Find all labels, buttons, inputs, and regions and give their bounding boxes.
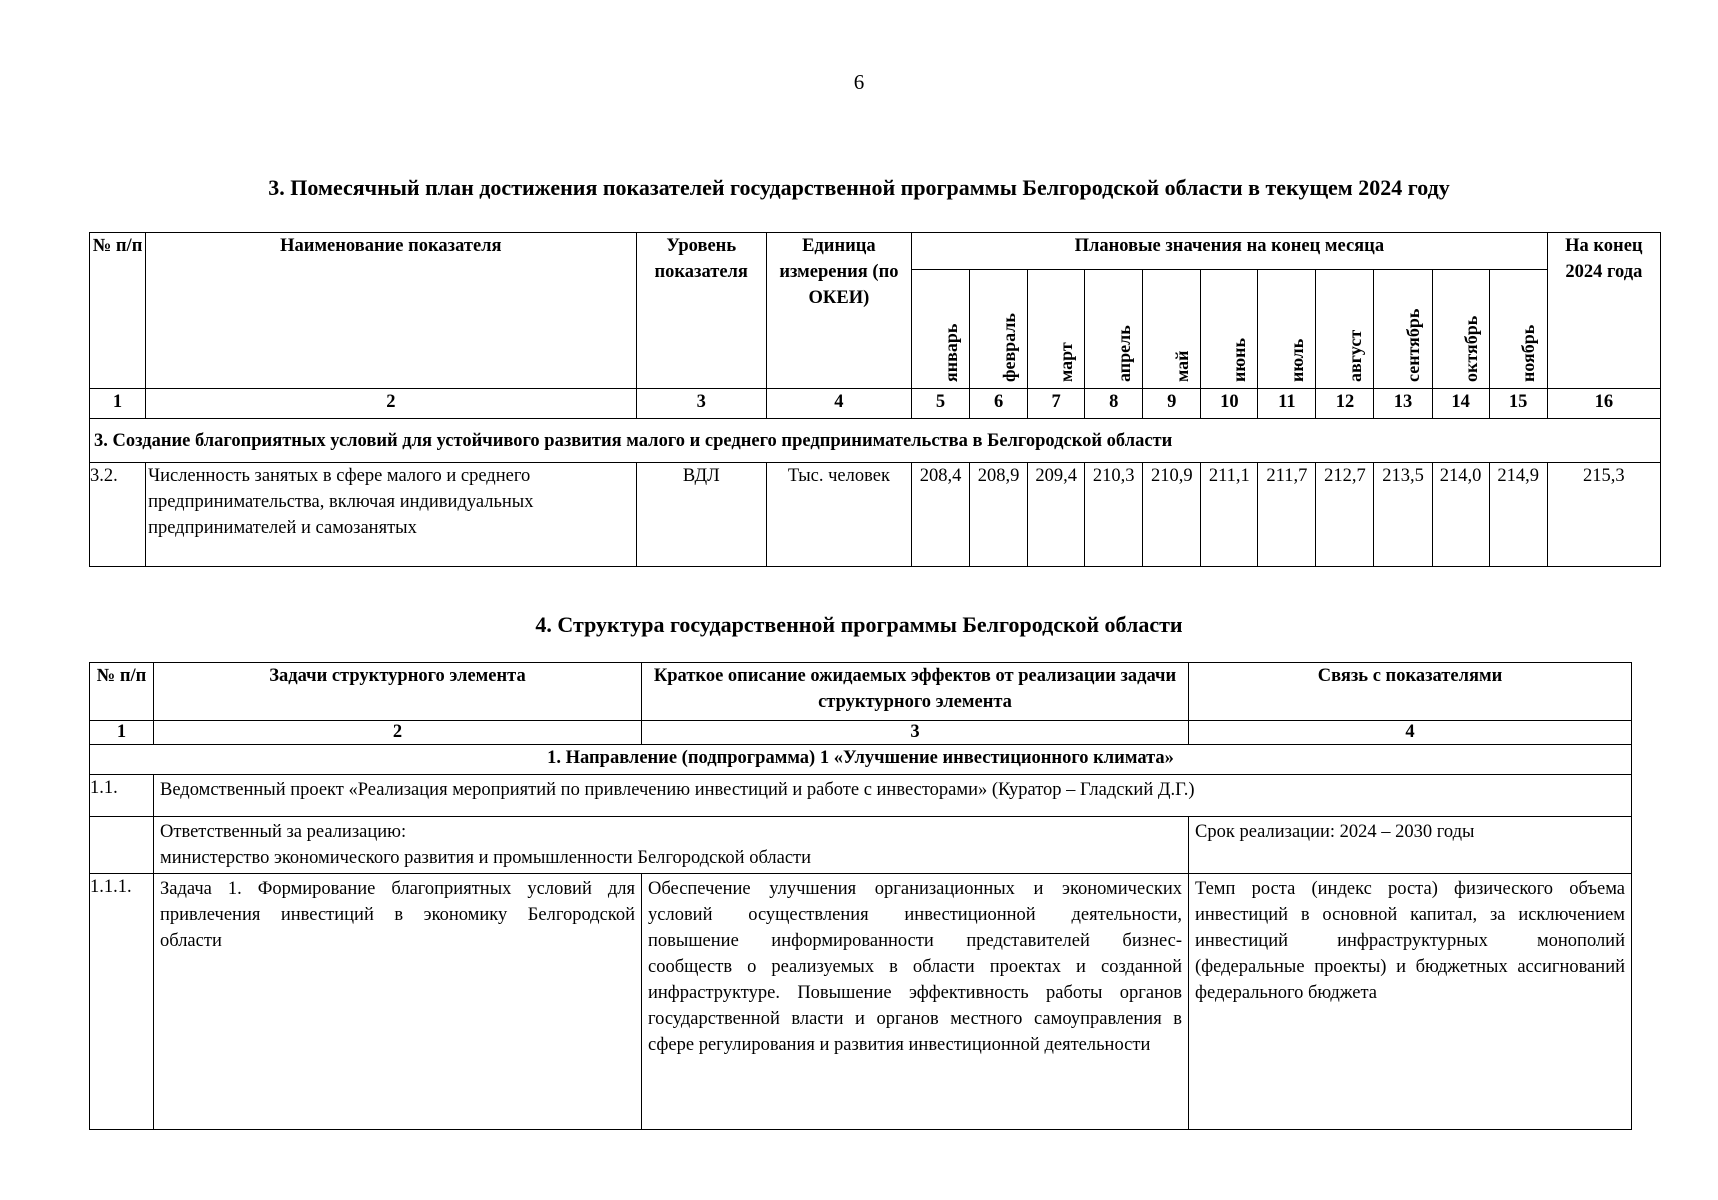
monthly-plan-table: [89, 232, 1661, 567]
month-label: июль: [1286, 338, 1307, 382]
month-header: [911, 270, 969, 389]
header-links: Связь с показателями: [1189, 663, 1632, 721]
month-label: февраль: [998, 313, 1019, 382]
month-value: 213,5: [1374, 463, 1432, 567]
column-number: 3: [636, 389, 766, 419]
task-name: Задача 1. Формирование благоприятных условий для привлечения инвестиций в экономику Белгородской области: [154, 874, 642, 1130]
project-name: Ведомственный проект «Реализация мероприятий по привлечению инвестиций и работе с инвесторами» (Куратор – Гладский Д.Г.): [154, 775, 1632, 817]
responsible-cell: [154, 817, 1189, 874]
month-value: 212,7: [1316, 463, 1374, 567]
responsible-num-cell: [90, 817, 154, 874]
month-label: май: [1171, 350, 1192, 382]
month-label: август: [1344, 329, 1365, 382]
month-label: ноябрь: [1518, 324, 1539, 382]
column-number: 9: [1143, 389, 1201, 419]
column-number: 15: [1489, 389, 1547, 419]
column-number: 1: [90, 721, 154, 745]
month-label: январь: [940, 323, 961, 382]
responsible-value: министерство экономического развития и промышленности Белгородской области: [160, 848, 812, 868]
month-value: 208,4: [911, 463, 969, 567]
task-effect: Обеспечение улучшения организационных и экономических условий осуществления инвестиционной деятельности, повышение информированности представителей бизнес-сообществ о реализуемых в области проектах и созданной инфраструктуре. Повышение эффективность работы органов государственной власти и органов местного самоуправления в сфере регулирования и развития инвестиционной деятельности: [642, 874, 1189, 1130]
month-label: апрель: [1113, 325, 1134, 382]
section-4-title: 4. Структура государственной программы Белгородской области: [535, 612, 1183, 637]
month-value: 210,9: [1143, 463, 1201, 567]
responsible-label: Ответственный за реализацию:: [160, 822, 407, 842]
column-number: 1: [90, 389, 146, 419]
header-indicator-name: Наименование показателя: [146, 233, 637, 389]
page-number: 6: [853, 70, 865, 94]
month-label: июнь: [1229, 337, 1250, 382]
column-number: 8: [1085, 389, 1143, 419]
header-tasks: Задачи структурного элемента: [154, 663, 642, 721]
month-header: [1489, 270, 1547, 389]
header-planned-values: Плановые значения на конец месяца: [911, 233, 1547, 270]
column-number: 4: [1189, 721, 1632, 745]
month-header: [1316, 270, 1374, 389]
project-num: 1.1.: [90, 775, 154, 817]
column-number: 7: [1028, 389, 1085, 419]
month-header: [1028, 270, 1085, 389]
task-indicator: Темп роста (индекс роста) физического объема инвестиций в основной капитал, за исключением инвестиций инфраструктурных монополий (федеральные проекты) и бюджетных ассигнований федерального бюджета: [1189, 874, 1632, 1130]
column-number: 12: [1316, 389, 1374, 419]
column-number: 13: [1374, 389, 1432, 419]
header-num: № п/п: [90, 233, 146, 389]
header-end-year: На конец 2024 года: [1547, 233, 1660, 389]
month-header: [1374, 270, 1432, 389]
month-value: 211,7: [1258, 463, 1316, 567]
header-effects: Краткое описание ожидаемых эффектов от реализации задачи структурного элемента: [642, 663, 1189, 721]
month-value: 214,9: [1489, 463, 1547, 567]
row-num: 3.2.: [90, 463, 146, 567]
program-structure-table: [89, 662, 1632, 1130]
column-number: 2: [146, 389, 637, 419]
indicator-level: ВДЛ: [636, 463, 766, 567]
month-header: [970, 270, 1028, 389]
column-number: 10: [1201, 389, 1258, 419]
column-number: 2: [154, 721, 642, 745]
month-value: 214,0: [1432, 463, 1489, 567]
month-label: сентябрь: [1403, 308, 1424, 382]
header-unit: Единица измерения (по ОКЕИ): [766, 233, 911, 389]
month-value: 209,4: [1028, 463, 1085, 567]
month-header: [1143, 270, 1201, 389]
column-number: 4: [766, 389, 911, 419]
header-level: Уровень показателя: [636, 233, 766, 389]
end-year-value: 215,3: [1547, 463, 1660, 567]
task-num: 1.1.1.: [90, 874, 154, 1130]
month-header: [1432, 270, 1489, 389]
header-num: № п/п: [90, 663, 154, 721]
column-number: 11: [1258, 389, 1316, 419]
month-label: октябрь: [1460, 315, 1481, 382]
implementation-term: Срок реализации: 2024 – 2030 годы: [1189, 817, 1632, 874]
month-header: [1085, 270, 1143, 389]
group-row: 3. Создание благоприятных условий для устойчивого развития малого и среднего предпринимательства в Белгородской области: [90, 419, 1661, 463]
month-header: [1258, 270, 1316, 389]
month-label: март: [1056, 342, 1077, 382]
column-number: 14: [1432, 389, 1489, 419]
month-value: 211,1: [1201, 463, 1258, 567]
section-3-title: 3. Помесячный план достижения показателей государственной программы Белгородской области в текущем 2024 году: [268, 175, 1450, 200]
column-number: 5: [911, 389, 969, 419]
indicator-name: Численность занятых в сфере малого и среднего предпринимательства, включая индивидуальных предпринимателей и самозанятых: [146, 463, 637, 567]
column-number: 6: [970, 389, 1028, 419]
direction-row: 1. Направление (подпрограмма) 1 «Улучшение инвестиционного климата»: [90, 745, 1632, 775]
month-header: [1201, 270, 1258, 389]
column-number: 16: [1547, 389, 1660, 419]
indicator-unit: Тыс. человек: [766, 463, 911, 567]
month-value: 210,3: [1085, 463, 1143, 567]
column-number: 3: [642, 721, 1189, 745]
month-value: 208,9: [970, 463, 1028, 567]
